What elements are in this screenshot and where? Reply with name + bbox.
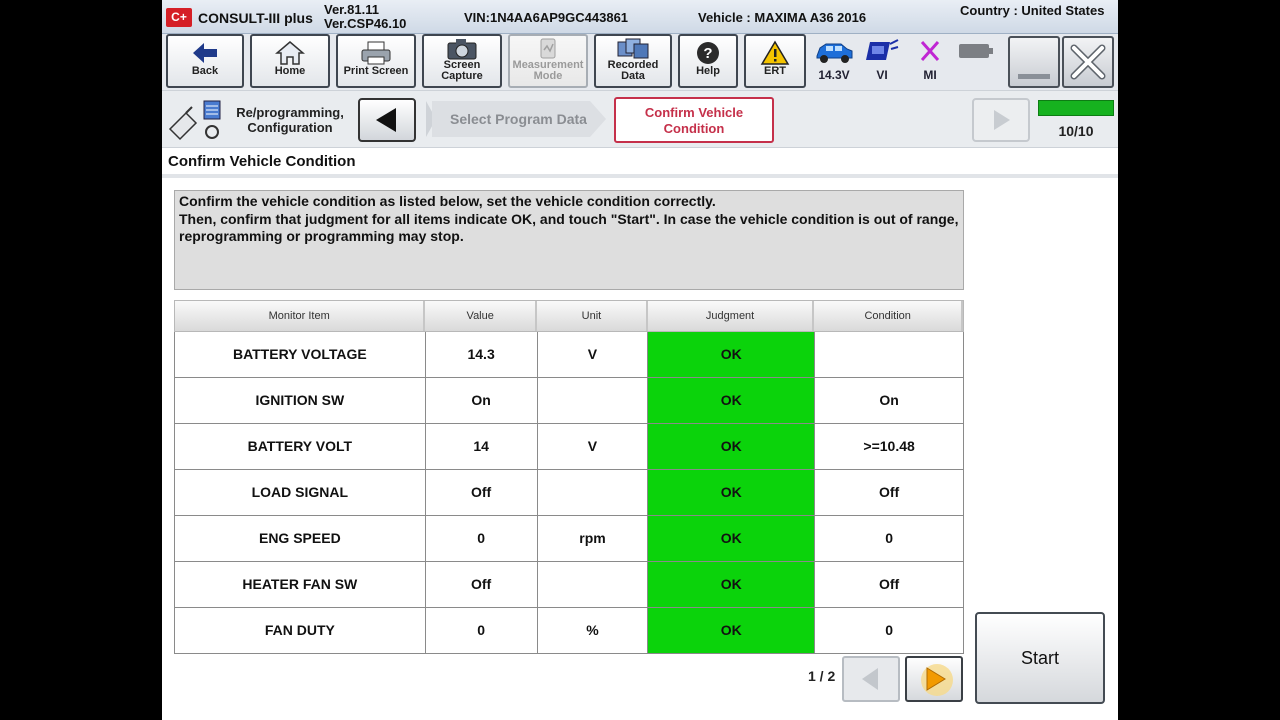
table-header	[174, 300, 964, 332]
cell-monitor-item: BATTERY VOLTAGE	[175, 332, 426, 377]
instruction-line-1: Confirm the vehicle condition as listed below, set the vehicle condition correctly.	[179, 193, 716, 209]
cell-condition: 0	[815, 516, 964, 561]
car-icon	[812, 38, 856, 68]
help-button[interactable]: ? Help	[678, 34, 738, 88]
toolbar	[162, 34, 1118, 90]
cell-judgment: OK	[648, 608, 815, 653]
country-label: Country : United States	[960, 3, 1105, 18]
monitor-table	[174, 300, 964, 654]
header-value: Value	[425, 301, 537, 331]
table-row	[174, 562, 964, 608]
cell-monitor-item: HEATER FAN SW	[175, 562, 426, 607]
cell-unit: V	[538, 424, 649, 469]
cell-judgment: OK	[648, 378, 815, 423]
close-button[interactable]	[1062, 36, 1114, 88]
next-step-button[interactable]	[972, 98, 1030, 142]
table-body	[174, 332, 964, 654]
header-unit: Unit	[537, 301, 648, 331]
vi-status	[860, 38, 904, 82]
minimize-button[interactable]	[1008, 36, 1060, 88]
category-label: Re/programming, Configuration	[236, 105, 344, 135]
header-monitor-item: Monitor Item	[175, 301, 425, 331]
cell-value: Off	[426, 562, 538, 607]
battery-voltage-value: 14.3V	[818, 68, 850, 82]
vin-label: VIN:1N4AA6AP9GC443861	[464, 10, 629, 25]
consult-logo: C+	[166, 8, 192, 27]
start-button[interactable]: Start	[975, 612, 1105, 704]
cell-value: Off	[426, 470, 538, 515]
home-icon	[252, 36, 328, 66]
cell-value: 0	[426, 516, 538, 561]
page-next-icon	[907, 658, 961, 700]
app-name: CONSULT-III plus	[198, 10, 313, 26]
cell-monitor-item: BATTERY VOLT	[175, 424, 426, 469]
progress-bar	[1038, 100, 1114, 116]
left-arrow-icon	[360, 100, 414, 140]
cell-value: 14	[426, 424, 538, 469]
page-prev-button[interactable]	[842, 656, 900, 702]
cell-condition: >=10.48	[815, 424, 964, 469]
measurement-icon	[510, 36, 586, 60]
cell-judgment: OK	[648, 424, 815, 469]
close-icon	[1064, 38, 1112, 86]
battery-voltage-status	[812, 38, 856, 82]
mi-label: MI	[923, 68, 937, 82]
recorded-data-icon	[596, 36, 670, 60]
step-bar	[162, 90, 1118, 148]
page-title: Confirm Vehicle Condition	[168, 153, 356, 170]
vi-label: VI	[876, 68, 888, 82]
warning-icon	[746, 36, 804, 66]
cell-unit	[538, 470, 649, 515]
printer-icon	[338, 36, 414, 66]
cell-judgment: OK	[648, 516, 815, 561]
instruction-box	[174, 190, 964, 290]
svg-text:?: ?	[703, 45, 713, 62]
cell-condition: On	[815, 378, 964, 423]
page-indicator: 1 / 2	[808, 668, 836, 684]
vi-icon	[860, 38, 904, 68]
measurement-mode-button[interactable]: Measurement Mode	[508, 34, 588, 88]
cell-monitor-item: ENG SPEED	[175, 516, 426, 561]
version-info	[324, 3, 406, 31]
cell-unit: rpm	[538, 516, 649, 561]
reprogramming-icon	[166, 99, 224, 146]
camera-icon	[424, 36, 500, 60]
cell-unit	[538, 562, 649, 607]
title-divider	[162, 174, 1118, 178]
version-line-1: Ver.81.11	[324, 2, 379, 17]
minimize-icon	[1010, 38, 1058, 86]
title-bar	[162, 0, 1118, 34]
cell-judgment: OK	[648, 470, 815, 515]
cell-value: 14.3	[426, 332, 538, 377]
page-next-button[interactable]	[905, 656, 963, 702]
back-arrow-icon	[168, 36, 242, 66]
cell-condition	[815, 332, 964, 377]
cell-value: 0	[426, 608, 538, 653]
cell-condition: 0	[815, 608, 964, 653]
table-row	[174, 608, 964, 654]
cell-monitor-item: FAN DUTY	[175, 608, 426, 653]
step-confirm-vehicle-condition: Confirm Vehicle Condition	[614, 97, 774, 143]
cell-monitor-item: IGNITION SW	[175, 378, 426, 423]
recorded-data-button[interactable]: Recorded Data	[594, 34, 672, 88]
step-select-program-data: Select Program Data	[432, 101, 590, 137]
step-arrow-right	[590, 101, 606, 137]
print-screen-button[interactable]: Print Screen	[336, 34, 416, 88]
cell-unit	[538, 378, 649, 423]
version-line-2: Ver.CSP46.10	[324, 16, 407, 31]
consult-window	[162, 0, 1118, 720]
cell-value: On	[426, 378, 538, 423]
table-row	[174, 516, 964, 562]
header-judgment: Judgment	[648, 301, 815, 331]
cell-unit: V	[538, 332, 649, 377]
cell-judgment: OK	[648, 332, 815, 377]
table-row	[174, 470, 964, 516]
vehicle-label: Vehicle : MAXIMA A36 2016	[698, 10, 867, 25]
previous-step-button[interactable]	[358, 98, 416, 142]
back-button[interactable]: Back	[166, 34, 244, 88]
cell-condition: Off	[815, 562, 964, 607]
ert-button[interactable]: ERT	[744, 34, 806, 88]
screen-capture-button[interactable]: Screen Capture	[422, 34, 502, 88]
right-arrow-icon	[974, 100, 1028, 140]
table-row	[174, 332, 964, 378]
mi-status	[908, 38, 952, 82]
help-icon	[680, 36, 736, 66]
table-row	[174, 424, 964, 470]
cell-monitor-item: LOAD SIGNAL	[175, 470, 426, 515]
battery-icon	[954, 38, 998, 68]
cell-unit: %	[538, 608, 649, 653]
cell-judgment: OK	[648, 562, 815, 607]
page-prev-icon	[844, 658, 898, 700]
home-button[interactable]: Home	[250, 34, 330, 88]
progress-counter: 10/10	[1058, 123, 1094, 139]
mi-disconnected-icon	[908, 38, 952, 68]
cell-condition: Off	[815, 470, 964, 515]
table-row	[174, 378, 964, 424]
instruction-line-2: Then, confirm that judgment for all items indicate OK, and touch "Start". In case the vehicle condition is out of range, reprogramming or programming may stop.	[179, 210, 959, 244]
battery-status	[954, 38, 998, 68]
header-condition: Condition	[814, 301, 963, 331]
